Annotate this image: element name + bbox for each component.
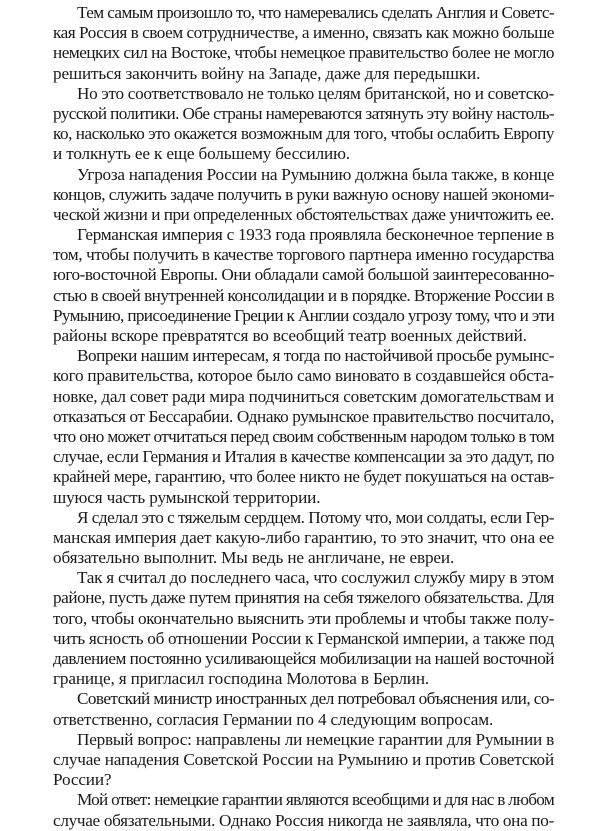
text-line: Советский министр иностранных дел потребовал объяснения или, со- bbox=[77, 689, 554, 709]
paragraph bbox=[53, 730, 554, 791]
text-line: Вопреки нашим интересам, я тогда по настойчивой просьбе румынс- bbox=[77, 346, 554, 366]
text-line: Тем самым произошло то, что намеревались сделать Англия и Советс- bbox=[77, 3, 554, 22]
paragraph bbox=[53, 689, 554, 729]
text-line: чить ясность об отношении России к Германской империи, а также под bbox=[53, 628, 554, 648]
text-line: Я сделал это с тяжелым сердцем. Потому что, мои солдаты, если Гер- bbox=[77, 507, 554, 527]
text-line: Германская империя с 1933 года проявляла бесконечное терпение в bbox=[77, 225, 554, 245]
text-line: том, чтобы получить в качестве торгового партнера именно государства bbox=[53, 245, 554, 265]
paragraph bbox=[53, 3, 554, 84]
text-line: Но это соответствовало не только целям британской, но и советско- bbox=[77, 83, 554, 103]
text-line: случае нападения Советской России на Румынию и против Советской bbox=[53, 749, 554, 769]
text-line: решиться закончить войну на Западе, даже для передышки. bbox=[53, 63, 481, 83]
text-line: крайней мере, гарантию, что более никто не будет покушаться на остав- bbox=[53, 467, 554, 487]
text-line: ческой жизни и при определенных обстоятельствах даже уничтожить ее. bbox=[53, 204, 554, 224]
paragraph bbox=[53, 508, 554, 569]
text-line: отказаться от Бессарабии. Однако румынское правительство посчитало, bbox=[53, 406, 554, 426]
text-line: концов, служить задаче получить в руки важную основу нашей экономи- bbox=[53, 184, 554, 204]
document-page bbox=[53, 3, 554, 831]
text-line: манская империя дает какую-либо гарантию, то это значит, что она ее bbox=[53, 527, 554, 547]
paragraph bbox=[53, 568, 554, 689]
text-line: Мой ответ: немецкие гарантии являются всеобщими и для нас в любом bbox=[77, 790, 554, 810]
text-line: кая Россия в своем сотрудничестве, а именно, связать как можно больше bbox=[53, 23, 554, 43]
paragraph bbox=[53, 225, 554, 346]
text-line: случае обязательными. Однако Россия никогда не заявляла, что она по- bbox=[53, 810, 554, 830]
text-line: Угроза нападения России на Румынию должна была также, в конце bbox=[77, 164, 554, 184]
text-line: Первый вопрос: направлены ли немецкие гарантии для Румынии в bbox=[77, 729, 554, 749]
paragraph bbox=[53, 84, 554, 165]
text-line: стью в своей внутренней консолидации и в порядке. Вторжение России в bbox=[53, 285, 554, 305]
text-line: новке, дал совет ради мира подчиниться советским домогательствам и bbox=[53, 386, 554, 406]
text-line: районы вскоре превратятся во всеобщий театр военных действий. bbox=[53, 326, 527, 345]
text-line: что оно может отчитаться перед своим собственным народом только в том bbox=[53, 426, 554, 446]
text-line: давлением постоянно усиливающейся мобилизации на нашей восточной bbox=[53, 649, 554, 668]
text-line: юго-восточной Европы. Они обладали самой большой заинтересованно- bbox=[53, 265, 554, 285]
text-line: ответственно, согласия Германии по 4 следующим вопросам. bbox=[53, 709, 494, 729]
text-line: русской политики. Обе страны намереваются затянуть эту войну настоль- bbox=[53, 103, 554, 123]
text-line: Румынию, присоединение Греции к Англии создало угрозу тому, что и эти bbox=[53, 305, 554, 325]
text-line: обязательно выполнит. Мы ведь не англичане, не евреи. bbox=[53, 548, 455, 568]
text-line: Так я считал до последнего часа, что сослужил службу миру в этом bbox=[77, 568, 554, 588]
text-line: кого правительства, которое было само виновато в создавшейся обста- bbox=[53, 366, 554, 386]
text-line: ко, насколько это окажется возможным для того, чтобы ослабить Европу bbox=[53, 124, 554, 144]
text-line: того, чтобы окончательно выяснить эти проблемы и чтобы также полу- bbox=[53, 608, 554, 628]
text-line: немецких сил на Востоке, чтобы немецкое правительство более не могло bbox=[53, 43, 554, 63]
text-line: России? bbox=[53, 770, 112, 790]
text-line: шуюся часть румынской территории. bbox=[53, 487, 321, 507]
text-line: границе, я пригласил господина Молотова в Берлин. bbox=[53, 669, 430, 689]
text-line: и толкнуть ее к еще большему бессилию. bbox=[53, 144, 350, 164]
paragraph bbox=[53, 165, 554, 226]
text-line: районе, пусть даже путем принятия на себя тяжелого обязательства. Для bbox=[53, 588, 554, 608]
paragraph bbox=[53, 790, 554, 830]
paragraph bbox=[53, 346, 554, 508]
text-line: случае, если Германия и Италия в качестве компенсации за это дадут, по bbox=[53, 447, 554, 467]
